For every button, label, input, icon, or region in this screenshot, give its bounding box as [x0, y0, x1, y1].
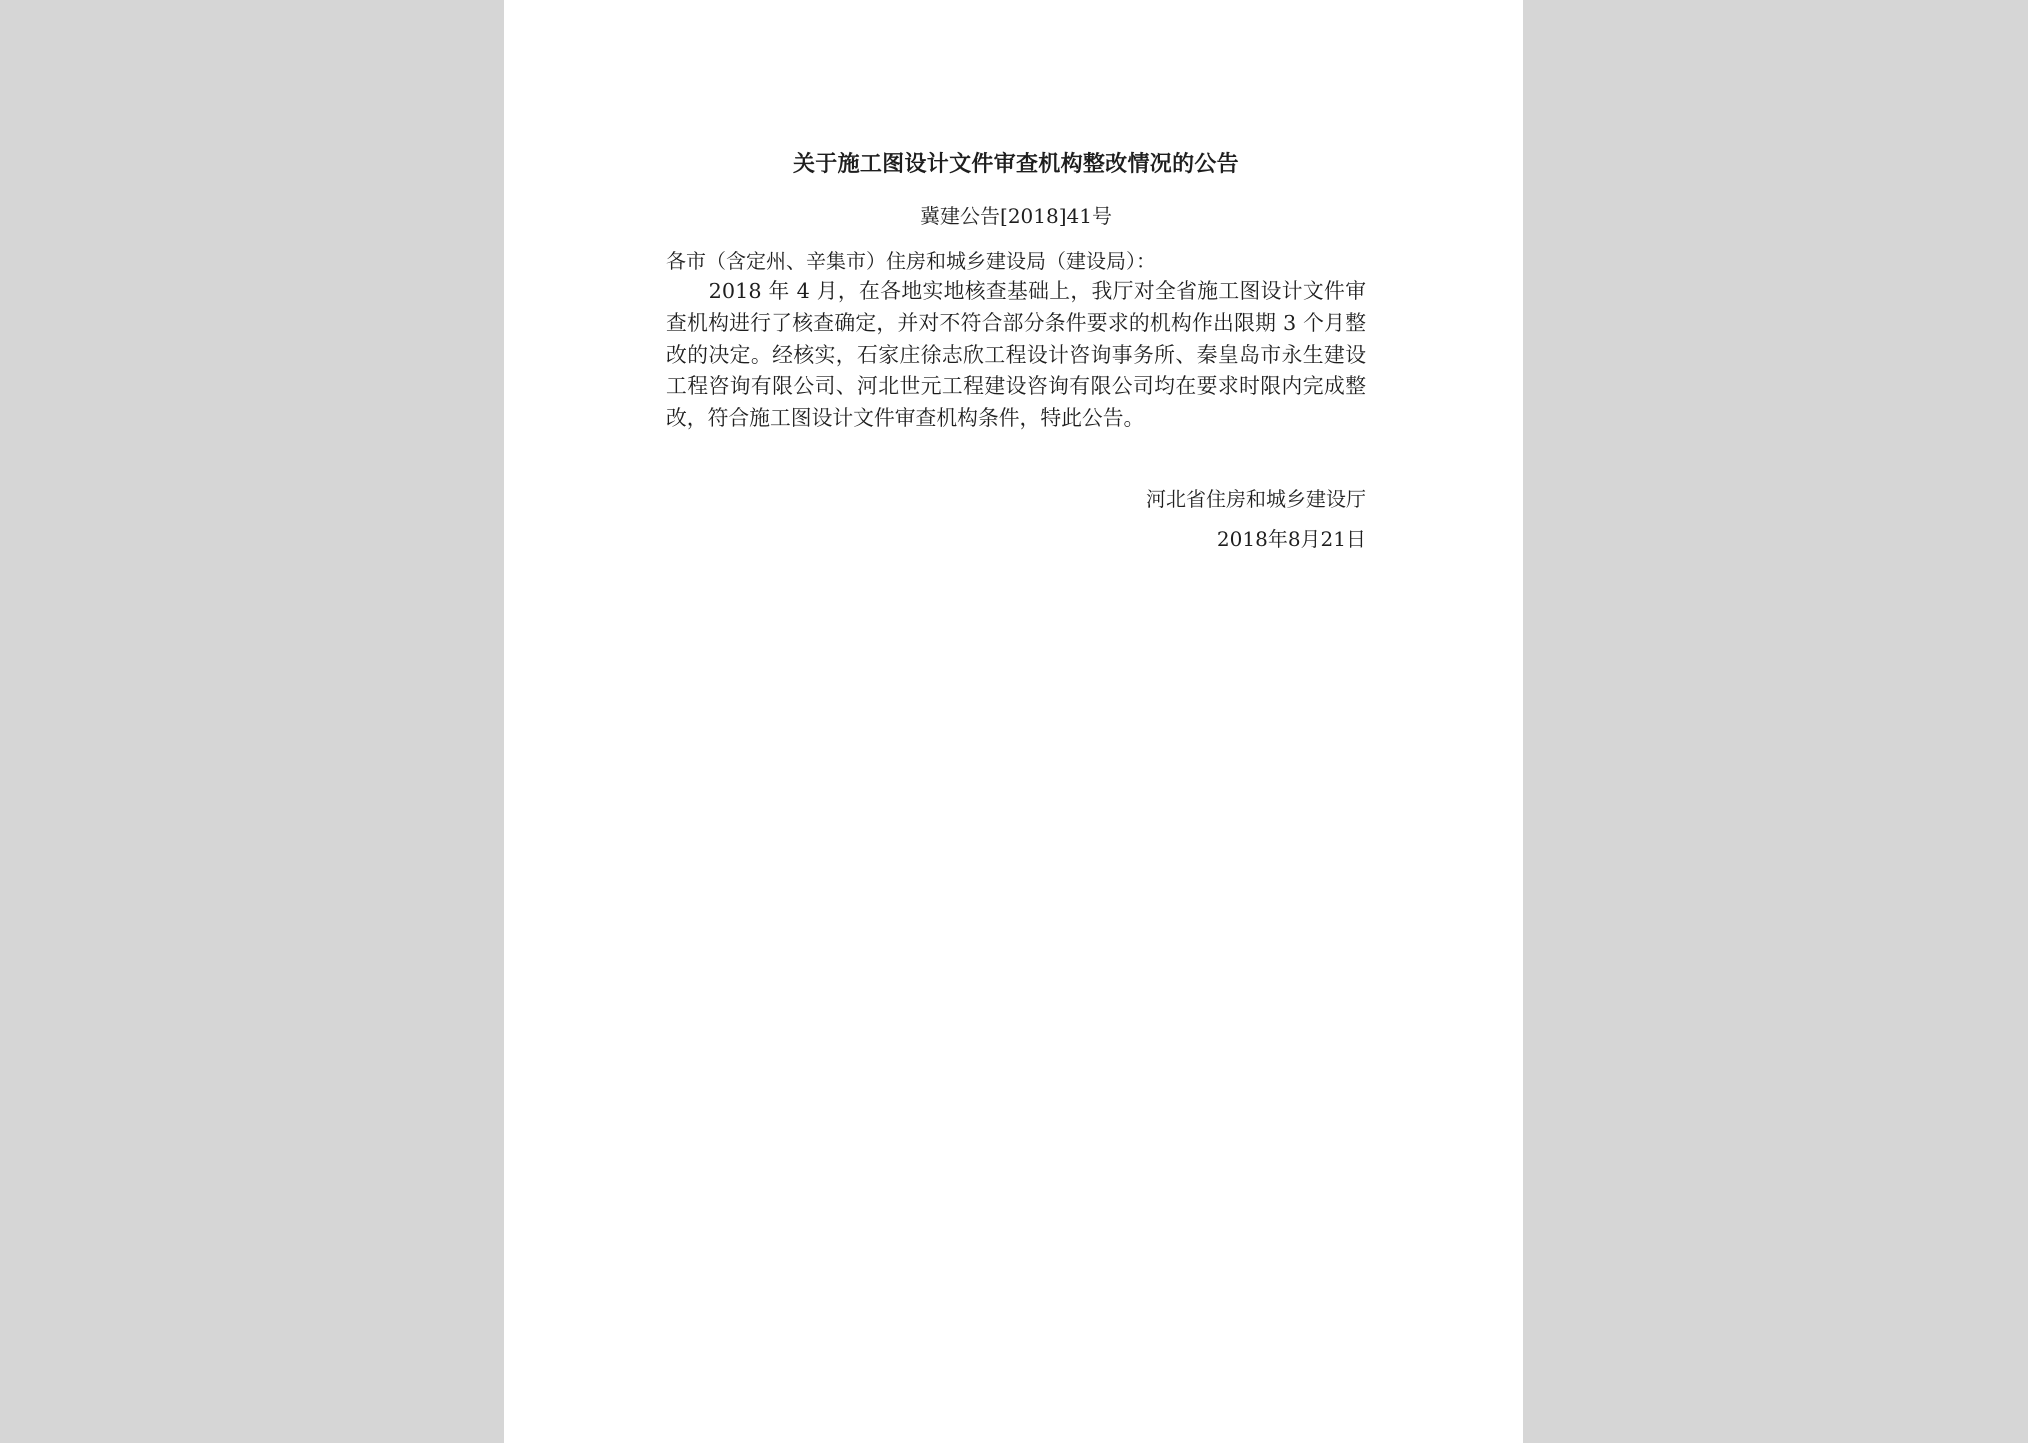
document-title: 关于施工图设计文件审查机构整改情况的公告 — [792, 151, 1239, 177]
issuer-signature: 河北省住房和城乡建设厅 — [1146, 486, 1366, 511]
body-paragraph: 2018 年 4 月，在各地实地核查基础上，我厅对全省施工图设计文件审查机构进行了核查确定，并对不符合部分条件要求的机构作出限期 3 个月整改的决定。经核实，石家庄徐志欣工程设计咨询事务所、秦皇岛市永生建设工程咨询有限公司、河北世元工程建设咨询有限公司均在要求时限内完成整改，符合施工图设计文件审查机构条件，特此公告。 — [666, 279, 1366, 431]
salutation: 各市（含定州、辛集市）住房和城乡建设局（建设局）： — [666, 249, 1156, 273]
document-number: 冀建公告[2018]41号 — [920, 204, 1112, 228]
page-content — [666, 144, 1366, 559]
issue-date: 2018年8月21日 — [1216, 526, 1366, 551]
document-page — [504, 0, 1523, 1443]
